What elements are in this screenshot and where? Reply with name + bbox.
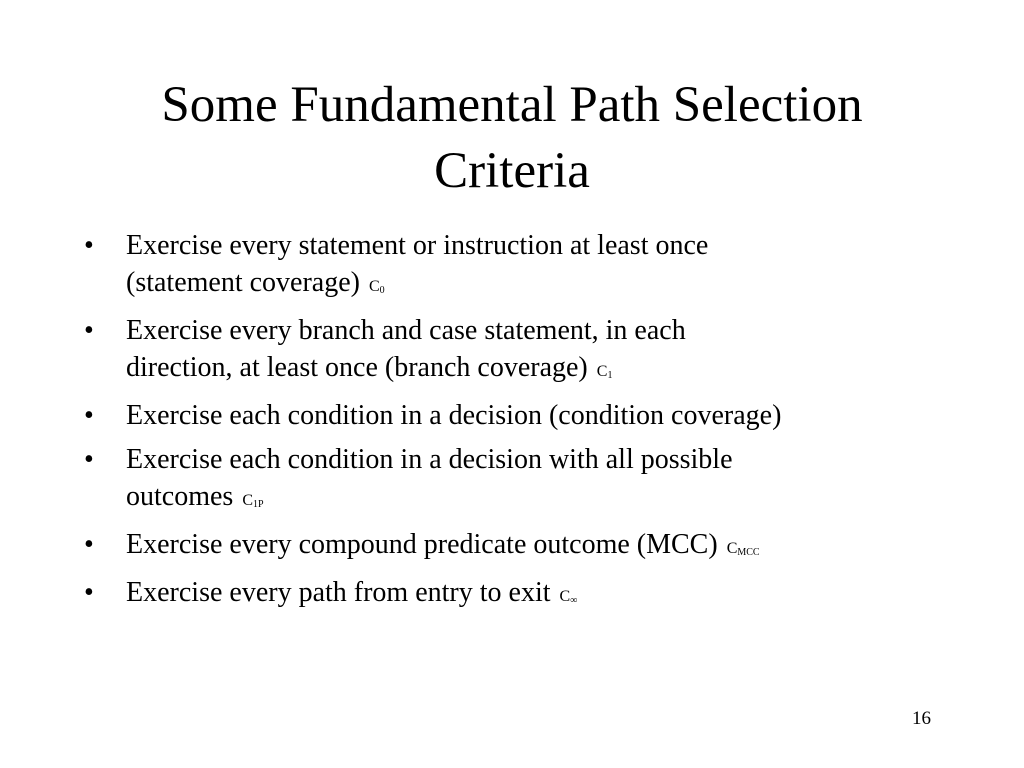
- criterion-subscript: 1P: [252, 499, 264, 510]
- bullet-text-line1: Exercise every path from entry to exit: [126, 577, 551, 608]
- bullet-text-line2: (statement coverage): [126, 267, 360, 298]
- bullet-text-line2: direction, at least once (branch coverage): [126, 352, 588, 383]
- criterion-letter: C: [368, 278, 380, 295]
- bullet-all-outcomes: [84, 441, 964, 519]
- criterion-subscript: ∞: [570, 595, 578, 606]
- bullet-condition-coverage: [84, 397, 964, 434]
- bullet-marker: •: [84, 400, 94, 431]
- criterion-label: [597, 363, 613, 380]
- slide-title-line2: Criteria: [434, 143, 590, 199]
- criterion-label: [560, 588, 578, 605]
- criterion-label: [369, 278, 385, 295]
- criterion-subscript: 0: [379, 285, 385, 296]
- criterion-label: [727, 540, 760, 557]
- bullet-mcc: [84, 526, 964, 567]
- bullet-path-coverage: [84, 574, 964, 615]
- bullet-text-line1: Exercise every branch and case statement, in each: [126, 315, 686, 346]
- bullet-text-line1: Exercise every compound predicate outcome (MCC): [126, 529, 718, 560]
- criterion-letter: C: [242, 492, 253, 509]
- bullet-marker: •: [84, 577, 94, 608]
- bullet-text-line2: outcomes: [126, 481, 234, 512]
- bullet-marker: •: [84, 230, 94, 261]
- slide-title-line1: Some Fundamental Path Selection: [161, 77, 863, 133]
- bullet-marker: •: [84, 315, 94, 346]
- bullet-text-line1: Exercise every statement or instruction at least once: [126, 230, 709, 261]
- criterion-subscript: 1: [607, 370, 613, 381]
- bullet-marker: •: [84, 444, 94, 475]
- criterion-subscript: MCC: [737, 547, 760, 558]
- criterion-label: [242, 492, 263, 509]
- bullet-text-line1: Exercise each condition in a decision (condition coverage): [126, 400, 782, 431]
- bullet-statement-coverage: [84, 227, 964, 305]
- criterion-letter: C: [726, 540, 738, 557]
- slide-title: [60, 72, 964, 204]
- bullet-list: [84, 227, 964, 622]
- criterion-letter: C: [559, 588, 571, 605]
- bullet-branch-coverage: [84, 312, 964, 390]
- bullet-text-line1: Exercise each condition in a decision with all possible: [126, 444, 733, 475]
- page-number: 16: [912, 708, 931, 729]
- bullet-marker: •: [84, 529, 94, 560]
- criterion-letter: C: [596, 363, 608, 380]
